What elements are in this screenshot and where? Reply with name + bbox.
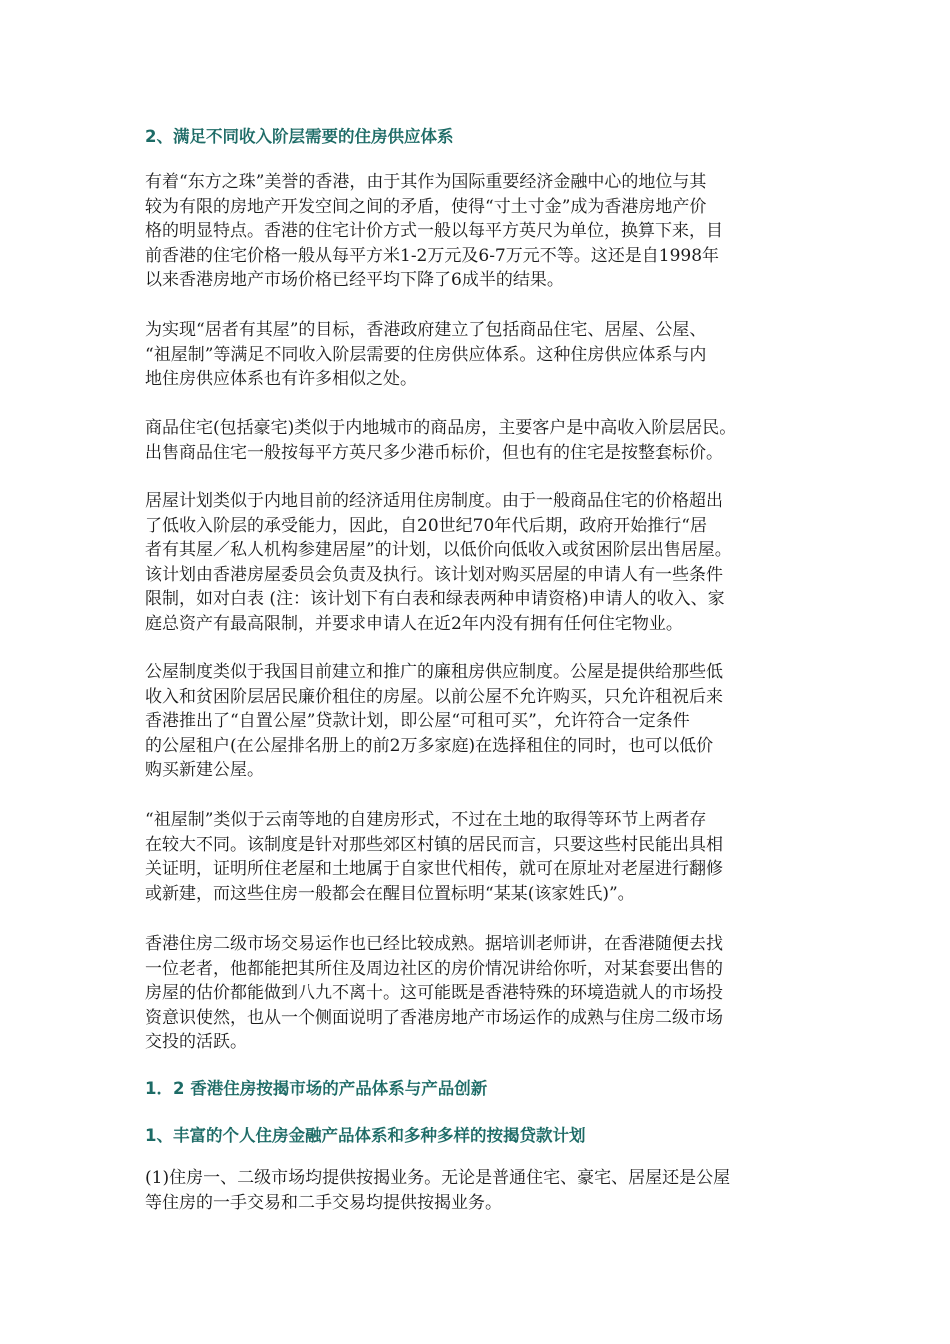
text-line: “祖屋制”等满足不同收入阶层需要的住房供应体系。这种住房供应体系与内 (145, 344, 707, 365)
text-line: (1)住房一、二级市场均提供按揭业务。无论是普通住宅、豪宅、居屋还是公屋 (145, 1168, 731, 1188)
text-line: 一位老者，他都能把其所住及周边社区的房价情况讲给你听，对某套要出售的 (145, 958, 723, 979)
text-line: 居屋计划类似于内地目前的经济适用住房制度。由于一般商品住宅的价格超出 (145, 491, 723, 511)
section-heading: 1、丰富的个人住房金融产品体系和多种多样的按揭贷款计划 (145, 1126, 586, 1145)
text-line: 为实现“居者有其屋”的目标，香港政府建立了包括商品住宅、居屋、公屋、 (145, 320, 707, 340)
text-line: 出售商品住宅一般按每平方英尺多少港币标价，但也有的住宅是按整套标价。 (145, 442, 723, 463)
text-line: 庭总资产有最高限制，并要求申请人在近2年内没有拥有任何住宅物业。 (145, 613, 683, 634)
paragraph-intro (145, 170, 825, 293)
paragraph-home-ownership (145, 489, 825, 637)
paragraph-secondary-market (145, 932, 825, 1055)
paragraph-mortgage-business (145, 1166, 825, 1215)
paragraph-housing-system (145, 318, 825, 392)
text-line: 收入和贫困阶层居民廉价租住的房屋。以前公屋不允许购买，只允许租祝后来 (145, 686, 723, 707)
text-line: 的公屋租户(在公屋排名册上的前2万多家庭)在选择租住的同时，也可以低价 (145, 735, 714, 756)
paragraph-commercial-housing (145, 416, 825, 465)
text-line: 在较大不同。该制度是针对那些郊区村镇的居民而言，只要这些村民能出具相 (145, 834, 723, 855)
text-line: 等住房的一手交易和二手交易均提供按揭业务。 (145, 1192, 502, 1213)
text-line: “祖屋制”类似于云南等地的自建房形式，不过在土地的取得等环节上两者存 (145, 810, 707, 830)
text-line: 者有其屋／私人机构参建居屋”的计划，以低价向低收入或贫困阶层出售居屋。 (145, 540, 732, 561)
text-line: 公屋制度类似于我国目前建立和推广的廉租房供应制度。公屋是提供给那些低 (145, 662, 723, 682)
text-line: 格的明显特点。香港的住宅计价方式一般以每平方英尺为单位，换算下来，目 (145, 221, 723, 242)
text-line: 购买新建公屋。 (145, 760, 264, 781)
paragraph-public-housing (145, 660, 825, 783)
text-line: 有着“东方之珠”美誉的香港，由于其作为国际重要经济金融中心的地位与其 (145, 172, 707, 192)
section-heading: 2、满足不同收入阶层需要的住房供应体系 (145, 127, 454, 146)
text-line: 较为有限的房地产开发空间之间的矛盾，使得“寸土寸金”成为香港房地产价 (145, 196, 707, 217)
text-line: 香港推出了“自置公屋”贷款计划，即公屋“可租可买”，允许符合一定条件 (145, 711, 690, 732)
text-line: 地住房供应体系也有许多相似之处。 (145, 369, 417, 390)
text-line: 该计划由香港房屋委员会负责及执行。该计划对购买居屋的申请人有一些条件 (145, 564, 723, 585)
text-line: 以来香港房地产市场价格已经平均下降了6成半的结果。 (145, 270, 564, 291)
text-line: 限制，如对白表 (注：该计划下有白表和绿表两种申请资格)申请人的收入、家 (145, 589, 725, 610)
paragraph-ancestral-house (145, 808, 825, 906)
text-line: 房屋的估价都能做到八九不离十。这可能既是香港特殊的环境造就人的市场投 (145, 983, 723, 1004)
text-line: 香港住房二级市场交易运作也已经比较成熟。据培训老师讲，在香港随便去找 (145, 934, 723, 954)
text-line: 或新建，而这些住房一般都会在醒目位置标明“某某(该家姓氏)”。 (145, 883, 635, 904)
section-heading: 1．2 香港住房按揭市场的产品体系与产品创新 (145, 1079, 488, 1098)
text-line: 资意识使然，也从一个侧面说明了香港房地产市场运作的成熟与住房二级市场 (145, 1007, 723, 1028)
text-line: 前香港的住宅价格一般从每平方米1-2万元及6-7万元不等。这还是自1998年 (145, 245, 720, 266)
text-line: 关证明，证明所住老屋和土地属于自家世代相传，就可在原址对老屋进行翻修 (145, 859, 723, 880)
text-line: 交投的活跃。 (145, 1032, 247, 1053)
text-line: 了低收入阶层的承受能力，因此，自20世纪70年代后期，政府开始推行“居 (145, 515, 707, 536)
text-line: 商品住宅(包括豪宅)类似于内地城市的商品房，主要客户是中高收入阶层居民。 (145, 418, 737, 438)
